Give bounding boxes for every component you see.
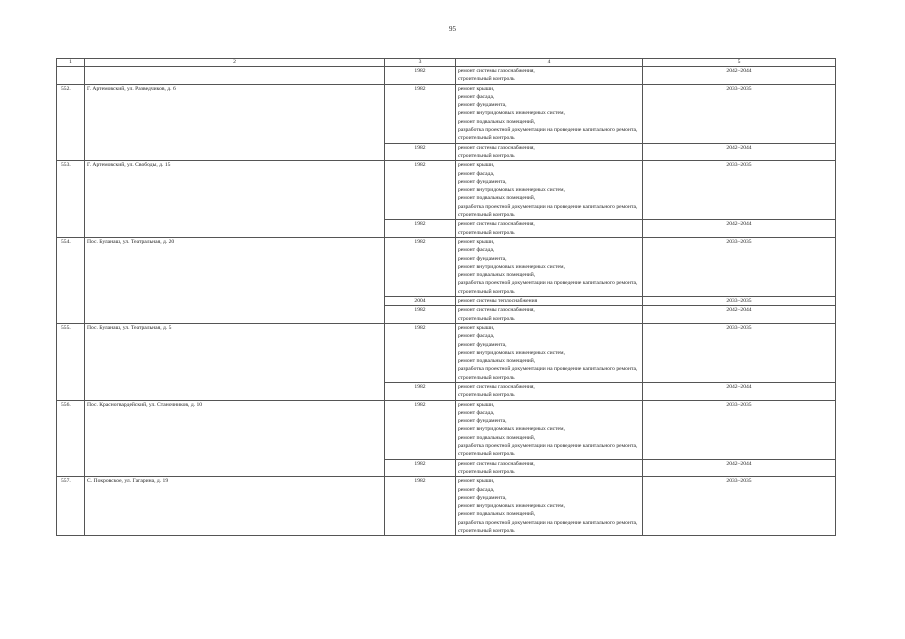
period-cell: 2033–2035 [643,323,836,382]
works-cell: ремонт системы газоснабжения, строительный контроль [456,220,643,238]
column-number-row [57,59,836,67]
address-cell: Пос. Буланаш, ул. Театральная, д. 5 [85,323,385,400]
row-number-cell: 552. [57,84,85,161]
address-cell: Пос. Красногвардейский, ул. Станочников, д. 10 [85,400,385,477]
period-cell: 2033–2035 [643,161,836,220]
year-cell: 1982 [385,459,456,477]
period-cell: 2033–2035 [643,237,836,296]
table-row [57,161,836,220]
address-cell: Пос. Буланаш, ул. Театральная, д. 20 [85,237,385,323]
address-cell: Г. Артемовский, ул. Свободы, д. 15 [85,161,385,238]
address-cell: С. Покровское, ул. Гагарина, д. 19 [85,477,385,536]
continuation-num-cell [57,67,85,85]
period-cell: 2033–2035 [643,400,836,459]
row-number-cell: 553. [57,161,85,238]
period-cell: 2042–2044 [643,67,836,85]
table-row [57,400,836,459]
column-header-2: 2 [85,59,385,67]
works-cell: ремонт системы газоснабжения, строительный контроль [456,459,643,477]
year-cell: 1982 [385,143,456,161]
works-cell: ремонт системы теплоснабжения [456,297,643,306]
year-cell: 1982 [385,400,456,459]
works-cell: ремонт системы газоснабжения, строительный контроль [456,306,643,324]
works-cell: ремонт крыши, ремонт фасада, ремонт фундамента, ремонт внутридомовых инженерных систем, ремонт подвальных помещений, разработка проектной документации на проведение капитального ремонта, строительный контроль [456,84,643,143]
page-number: 95 [449,25,456,33]
period-cell: 2033–2035 [643,477,836,536]
works-cell: ремонт крыши, ремонт фасада, ремонт фундамента, ремонт внутридомовых инженерных систем, ремонт подвальных помещений, разработка проектной документации на проведение капитального ремонта, строительный контроль [456,237,643,296]
works-cell: ремонт системы газоснабжения, строительный контроль [456,143,643,161]
period-cell: 2042–2044 [643,143,836,161]
works-cell: ремонт крыши, ремонт фасада, ремонт фундамента, ремонт внутридомовых инженерных систем, ремонт подвальных помещений, разработка проектной документации на проведение капитального ремонта, строительный контроль [456,477,643,536]
year-cell: 1982 [385,161,456,220]
table-row [57,237,836,296]
continuation-row [57,67,836,85]
period-cell: 2033–2035 [643,297,836,306]
column-header-5: 5 [643,59,836,67]
period-cell: 2033–2035 [643,84,836,143]
period-cell: 2042–2044 [643,382,836,400]
year-cell: 1982 [385,306,456,324]
works-cell: ремонт крыши, ремонт фасада, ремонт фундамента, ремонт внутридомовых инженерных систем, ремонт подвальных помещений, разработка проектной документации на проведение капитального ремонта, строительный контроль [456,400,643,459]
works-cell: ремонт системы газоснабжения, строительный контроль [456,382,643,400]
table-row [57,477,836,536]
column-header-4: 4 [456,59,643,67]
row-number-cell: 554. [57,237,85,323]
year-cell: 1982 [385,382,456,400]
table-row [57,84,836,143]
repair-schedule-table [56,58,836,536]
address-cell: Г. Артемовский, ул. Разведчиков, д. 6 [85,84,385,161]
year-cell: 1982 [385,237,456,296]
column-header-1: 1 [57,59,85,67]
row-number-cell: 556. [57,400,85,477]
row-number-cell: 555. [57,323,85,400]
column-header-3: 3 [385,59,456,67]
year-cell: 1982 [385,67,456,85]
period-cell: 2042–2044 [643,306,836,324]
table-body [57,67,836,536]
works-cell: ремонт крыши, ремонт фасада, ремонт фундамента, ремонт внутридомовых инженерных систем, ремонт подвальных помещений, разработка проектной документации на проведение капитального ремонта, строительный контроль [456,323,643,382]
year-cell: 1982 [385,220,456,238]
table-row [57,323,836,382]
year-cell: 1982 [385,323,456,382]
period-cell: 2042–2044 [643,220,836,238]
row-number-cell: 557. [57,477,85,536]
year-cell: 1982 [385,84,456,143]
works-cell: ремонт системы газоснабжения, строительный контроль [456,67,643,85]
year-cell: 2004 [385,297,456,306]
works-cell: ремонт крыши, ремонт фасада, ремонт фундамента, ремонт внутридомовых инженерных систем, ремонт подвальных помещений, разработка проектной документации на проведение капитального ремонта, строительный контроль [456,161,643,220]
period-cell: 2042–2044 [643,459,836,477]
continuation-address-cell [85,67,385,85]
year-cell: 1982 [385,477,456,536]
